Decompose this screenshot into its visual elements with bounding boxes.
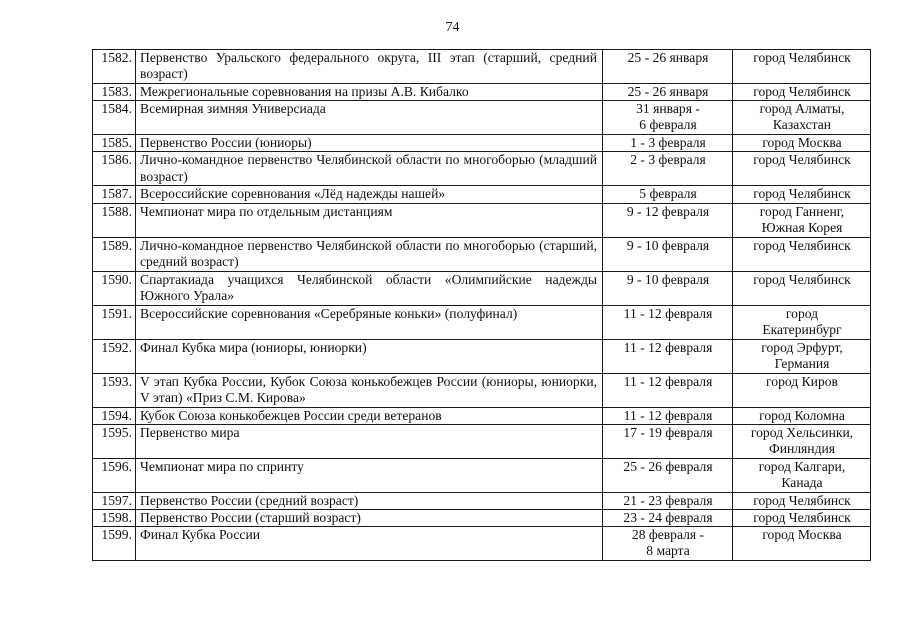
- event-date: 1 - 3 февраля: [603, 135, 733, 152]
- table-row: [93, 424, 871, 458]
- event-date: 5 февраля: [603, 186, 733, 203]
- event-date: 9 - 10 февраля: [603, 271, 733, 305]
- event-place: город Москва: [733, 527, 871, 561]
- event-name: Финал Кубка мира (юниоры, юниорки): [136, 339, 603, 373]
- event-date: 9 - 12 февраля: [603, 203, 733, 237]
- event-date: 11 - 12 февраля: [603, 339, 733, 373]
- event-date: 21 - 23 февраля: [603, 492, 733, 509]
- event-name: Лично-командное первенство Челябинской области по многоборью (старший, средний возраст): [136, 237, 603, 271]
- event-place: город Эрфурт, Германия: [733, 339, 871, 373]
- row-number: 1591.: [93, 305, 136, 339]
- event-name: Первенство России (средний возраст): [136, 492, 603, 509]
- event-place: город Челябинск: [733, 84, 871, 101]
- event-name: V этап Кубка России, Кубок Союза конькобежцев России (юниоры, юниорки, V этап) «Приз С.М. Кирова»: [136, 373, 603, 407]
- event-date: 9 - 10 февраля: [603, 237, 733, 271]
- event-place: город Челябинск: [733, 510, 871, 527]
- event-name: Всероссийские соревнования «Серебряные коньки» (полуфинал): [136, 305, 603, 339]
- table-row: [93, 407, 871, 424]
- event-name: Первенство России (юниоры): [136, 135, 603, 152]
- table-row: [93, 186, 871, 203]
- event-date: 17 - 19 февраля: [603, 424, 733, 458]
- row-number: 1582.: [93, 50, 136, 84]
- event-name: Всемирная зимняя Универсиада: [136, 101, 603, 135]
- event-name: Спартакиада учащихся Челябинской области «Олимпийские надежды Южного Урала»: [136, 271, 603, 305]
- row-number: 1596.: [93, 458, 136, 492]
- page-number: 74: [445, 20, 460, 35]
- event-place: город Челябинск: [733, 237, 871, 271]
- event-date: 11 - 12 февраля: [603, 373, 733, 407]
- row-number: 1588.: [93, 203, 136, 237]
- event-date: 25 - 26 января: [603, 50, 733, 84]
- table-row: [93, 305, 871, 339]
- row-number: 1589.: [93, 237, 136, 271]
- row-number: 1583.: [93, 84, 136, 101]
- event-place: город Челябинск: [733, 152, 871, 186]
- table-row: [93, 510, 871, 527]
- table-row: [93, 135, 871, 152]
- table-row: [93, 458, 871, 492]
- row-number: 1594.: [93, 407, 136, 424]
- table-row: [93, 527, 871, 561]
- table-row: [93, 271, 871, 305]
- table-row: [93, 152, 871, 186]
- row-number: 1598.: [93, 510, 136, 527]
- event-date: 28 февраля - 8 марта: [603, 527, 733, 561]
- event-name: Первенство Уральского федерального округа, III этап (старший, средний возраст): [136, 50, 603, 84]
- table-row: [93, 237, 871, 271]
- table-row: [93, 203, 871, 237]
- event-place: город Калгари, Канада: [733, 458, 871, 492]
- row-number: 1586.: [93, 152, 136, 186]
- event-place: город Киров: [733, 373, 871, 407]
- row-number: 1585.: [93, 135, 136, 152]
- event-place: город Челябинск: [733, 271, 871, 305]
- event-date: 11 - 12 февраля: [603, 305, 733, 339]
- event-date: 2 - 3 февраля: [603, 152, 733, 186]
- row-number: 1593.: [93, 373, 136, 407]
- event-place: город Челябинск: [733, 50, 871, 84]
- event-place: город Челябинск: [733, 492, 871, 509]
- table-row: [93, 50, 871, 84]
- event-place: город Хельсинки, Финляндия: [733, 424, 871, 458]
- event-place: город Екатеринбург: [733, 305, 871, 339]
- table-row: [93, 101, 871, 135]
- event-date: 11 - 12 февраля: [603, 407, 733, 424]
- table-row: [93, 373, 871, 407]
- row-number: 1584.: [93, 101, 136, 135]
- table-row: [93, 339, 871, 373]
- row-number: 1599.: [93, 527, 136, 561]
- event-name: Чемпионат мира по отдельным дистанциям: [136, 203, 603, 237]
- event-name: Первенство России (старший возраст): [136, 510, 603, 527]
- event-name: Кубок Союза конькобежцев России среди ветеранов: [136, 407, 603, 424]
- event-place: город Челябинск: [733, 186, 871, 203]
- event-date: 25 - 26 января: [603, 84, 733, 101]
- row-number: 1595.: [93, 424, 136, 458]
- row-number: 1587.: [93, 186, 136, 203]
- event-name: Лично-командное первенство Челябинской области по многоборью (младший возраст): [136, 152, 603, 186]
- event-date: 31 января - 6 февраля: [603, 101, 733, 135]
- events-table-body: [93, 50, 871, 561]
- event-place: город Коломна: [733, 407, 871, 424]
- event-place: город Москва: [733, 135, 871, 152]
- row-number: 1597.: [93, 492, 136, 509]
- event-name: Всероссийские соревнования «Лёд надежды нашей»: [136, 186, 603, 203]
- row-number: 1590.: [93, 271, 136, 305]
- event-date: 25 - 26 февраля: [603, 458, 733, 492]
- event-name: Межрегиональные соревнования на призы А.В. Кибалко: [136, 84, 603, 101]
- event-place: город Ганненг, Южная Корея: [733, 203, 871, 237]
- row-number: 1592.: [93, 339, 136, 373]
- event-date: 23 - 24 февраля: [603, 510, 733, 527]
- event-name: Финал Кубка России: [136, 527, 603, 561]
- events-table: [92, 49, 871, 561]
- table-row: [93, 84, 871, 101]
- event-name: Первенство мира: [136, 424, 603, 458]
- event-place: город Алматы, Казахстан: [733, 101, 871, 135]
- table-row: [93, 492, 871, 509]
- event-name: Чемпионат мира по спринту: [136, 458, 603, 492]
